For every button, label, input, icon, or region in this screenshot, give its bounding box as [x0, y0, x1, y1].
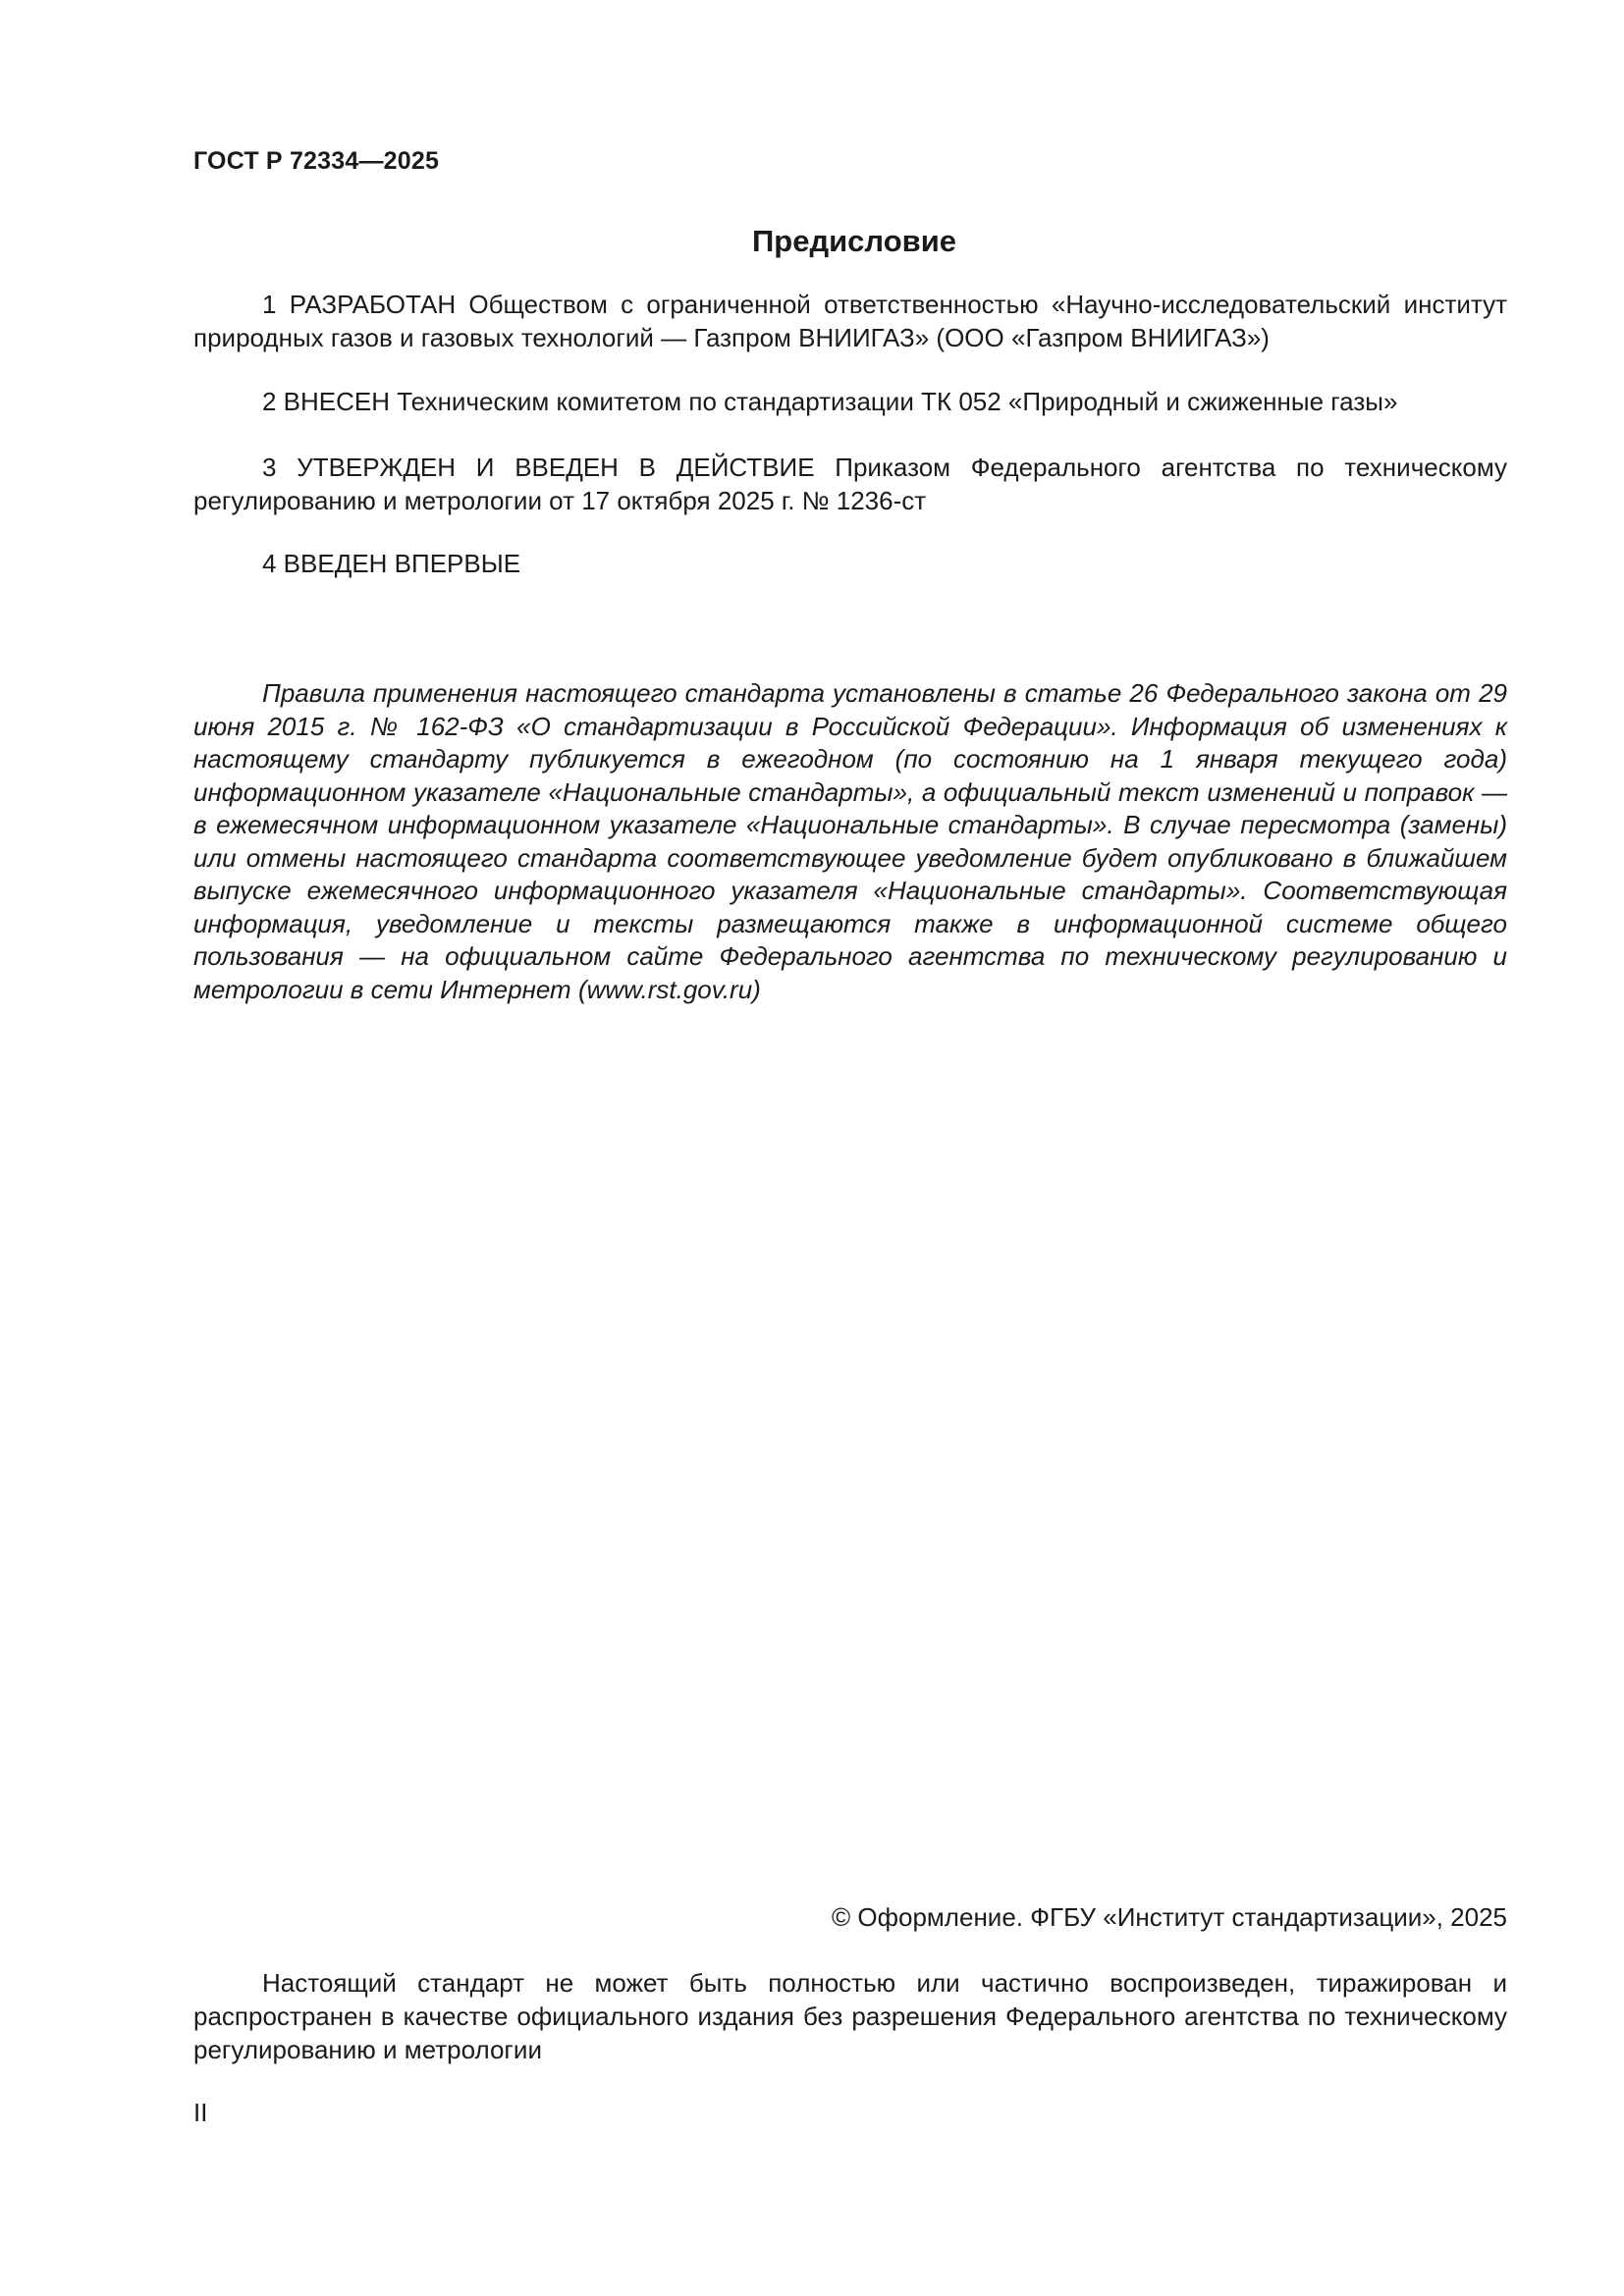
- reproduction-notice: Настоящий стандарт не может быть полностью или частично воспроизведен, тиражирован и распространен в качестве официального издания без разрешения Федерального агентства по техническому регулированию и метрологии: [193, 1968, 1507, 2064]
- rules-notice: Правила применения настоящего стандарта установлены в статье 26 Федерального закона от 29 июня 2015 г. № 162-ФЗ «О стандартизации в Российской Федерации». Информация об изменениях к настоящему стандарту публикуется в ежегодном (по состоянию на 1 января текущего года) информационном указателе «Национальные стандарты», а официальный текст изменений и поправок — в ежемесячном информационном указателе «Национальные стандарты». В случае пересмотра (замены) или отмены настоящего стандарта соответствующее уведомление будет опубликовано в ближайшем выпуске ежемесячного информационного указателя «Национальные стандарты». Соответствующая информация, уведомление и тексты размещаются также в информационной системе общего пользования — на официальном сайте Федерального агентства по техническому регулированию и метрологии в сети Интернет (www.rst.gov.ru): [193, 678, 1507, 1004]
- copyright-line: © Оформление. ФГБУ «Институт стандартизации», 2025: [832, 1902, 1507, 1932]
- foreword-item-first-introduced: 4 ВВЕДЕН ВПЕРВЫЕ: [262, 549, 521, 578]
- foreword-item-introduced: 2 ВНЕСЕН Техническим комитетом по стандартизации ТК 052 «Природный и сжиженные газы»: [262, 387, 1398, 416]
- page-number: II: [193, 2098, 208, 2127]
- page-title: Предисловие: [751, 224, 956, 258]
- foreword-item-approved: 3 УТВЕРЖДЕН И ВВЕДЕН В ДЕЙСТВИЕ Приказом Федерального агентства по техническому регулированию и метрологии от 17 октября 2025 г. № 1236-ст: [193, 453, 1507, 515]
- foreword-item-developed: 1 РАЗРАБОТАН Обществом с ограниченной ответственностью «Научно-исследовательский институт природных газов и газовых технологий — Газпром ВНИИГАЗ» (ООО «Газпром ВНИИГАЗ»): [193, 290, 1507, 352]
- document-code: ГОСТ Р 72334—2025: [193, 147, 440, 175]
